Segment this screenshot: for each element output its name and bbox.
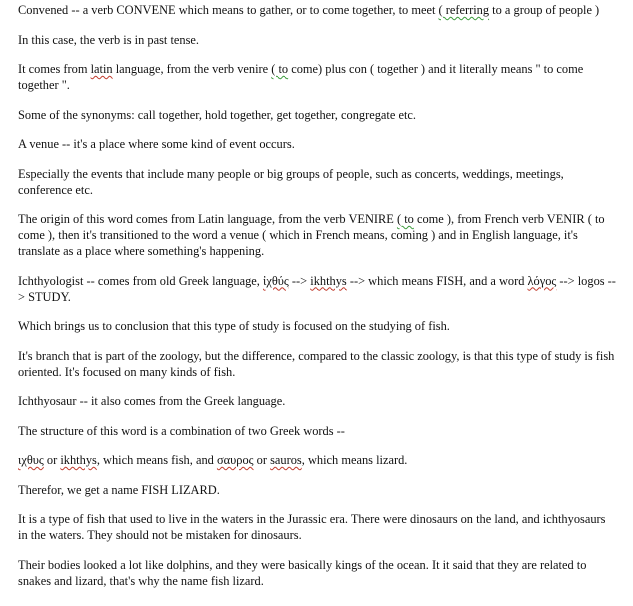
paragraph xyxy=(18,423,616,439)
grammar-flagged-text: ( to xyxy=(271,62,289,76)
grammar-flagged-text: ( to xyxy=(396,212,414,226)
paragraph xyxy=(18,348,616,380)
text-run: Some of the synonyms: call together, hold together, get together, congregate etc. xyxy=(18,107,416,122)
paragraph xyxy=(18,32,616,48)
text-run: Which brings us to conclusion that this type of study is focused on the studying of fish. xyxy=(18,319,450,333)
spelling-flagged-word: sauros xyxy=(270,453,302,467)
paragraph xyxy=(18,273,616,305)
text-run: come) plus con ( together ) and it literally means " to come together ". xyxy=(18,62,584,92)
text-run: Their bodies looked a lot like dolphins, and they were basically kings of the ocean. It it said that they are related to snakes and lizard, that's why the name fish lizard. xyxy=(18,557,587,588)
paragraph xyxy=(18,2,616,18)
text-run: or xyxy=(253,453,271,467)
text-run: Convened -- a verb CONVENE which means to gather, or to come together, to meet xyxy=(18,3,439,17)
spelling-flagged-word: σαυρος xyxy=(216,453,254,467)
text-run: --> which means FISH, and a word xyxy=(346,273,528,288)
document-body xyxy=(18,2,616,602)
text-run: The origin of this word comes from Latin language, from the verb VENIRE xyxy=(18,212,397,226)
paragraph xyxy=(18,61,616,93)
spelling-flagged-word: λόγος xyxy=(527,273,557,288)
spelling-flagged-word: ἰχθύς xyxy=(263,273,289,288)
text-run: to a group of people ) xyxy=(489,3,600,17)
spelling-flagged-word: ikhthys xyxy=(310,273,347,288)
paragraph xyxy=(18,166,616,198)
paragraph xyxy=(18,511,616,543)
spelling-flagged-word: ikhthys xyxy=(60,453,97,467)
paragraph xyxy=(18,482,616,498)
text-run: A venue -- it's a place where some kind of event occurs. xyxy=(18,137,295,151)
grammar-flagged-text: ( referring xyxy=(438,3,490,17)
text-run: or xyxy=(43,453,61,467)
spelling-flagged-word: ιχθυς xyxy=(18,453,44,467)
text-run: Therefor, we get a name FISH LIZARD. xyxy=(18,482,220,497)
text-run: It is a type of fish that used to live in the waters in the Jurassic era. There were dinosaurs on the land, and ichthyosaurs in the waters. They should not be mistaken for dinosaurs. xyxy=(18,512,606,542)
paragraph xyxy=(18,452,616,468)
text-run: It's branch that is part of the zoology, but the difference, compared to the classic zoology, is that this type of study is fish oriented. It's focused on many kinds of fish. xyxy=(18,348,615,379)
text-run: In this case, the verb is in past tense. xyxy=(18,32,199,47)
paragraph xyxy=(18,107,616,123)
text-run: come ), from French verb VENIR ( to come ), then it's transitioned to the word a venue ( which in French means, coming ) and in English language, it's translate as a place where something's happening. xyxy=(18,212,605,258)
text-run: The structure of this word is a combination of two Greek words -- xyxy=(18,423,345,438)
paragraph xyxy=(18,136,616,152)
text-run: --> xyxy=(288,273,311,288)
paragraph xyxy=(18,211,616,259)
spelling-flagged-word: latin xyxy=(90,62,113,76)
text-run: language, from the verb venire xyxy=(112,62,272,76)
text-run: Ichthyologist -- comes from old Greek language, xyxy=(18,273,263,288)
text-run: It comes from xyxy=(18,62,91,76)
text-run: Especially the events that include many people or big groups of people, such as concerts, weddings, meetings, conference etc. xyxy=(18,166,564,197)
text-run: , which means fish, and xyxy=(96,453,217,467)
paragraph xyxy=(18,318,616,334)
text-run: Ichthyosaur -- it also comes from the Greek language. xyxy=(18,394,286,408)
text-run: --> logos -- > STUDY. xyxy=(18,273,616,304)
paragraph xyxy=(18,393,616,409)
text-run: , which means lizard. xyxy=(301,453,408,467)
paragraph xyxy=(18,557,616,589)
